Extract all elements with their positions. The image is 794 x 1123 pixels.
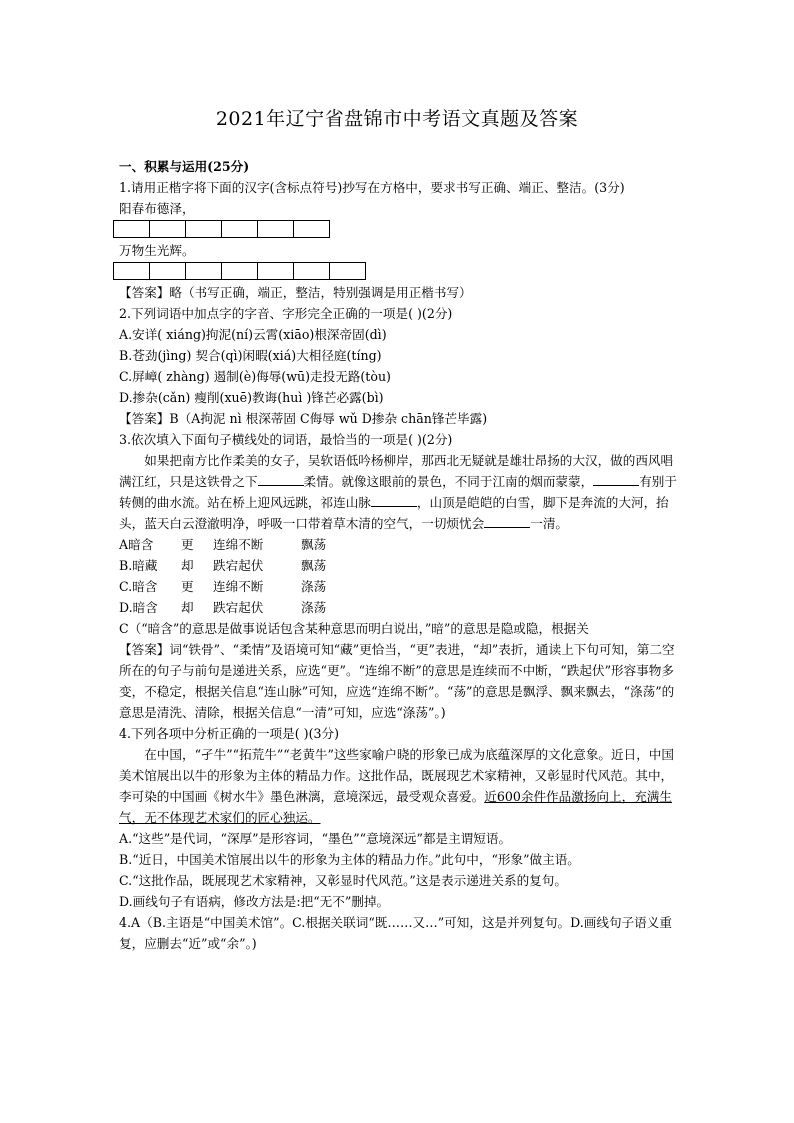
q4-option-c: C.“这批作品，既展现艺术家精神，又彰显时代风范。”这是表示递进关系的复句。: [119, 873, 567, 888]
option-word-2: 连绵不断: [213, 537, 264, 552]
q3-option-a: [119, 534, 679, 555]
q4-passage: [119, 744, 679, 828]
writing-grid-2[interactable]: [113, 262, 679, 280]
option-word-1: 却: [181, 600, 194, 615]
q3-option-b: [119, 555, 679, 576]
grid-cell[interactable]: [293, 262, 330, 280]
q3-passage-part: 有别于转侧的曲水流。站在桥上迎风远跳，祁连山脉: [119, 474, 677, 510]
q1-line2: 万物生光辉。: [119, 243, 195, 258]
grid-cell[interactable]: [329, 262, 366, 280]
option-word-3: 飘荡: [301, 537, 327, 552]
option-word-3: 飘荡: [301, 558, 327, 573]
q4-passage-text: 在中国，“孑牛”“拓荒牛”“老黄牛”这些家喻户晓的形象已成为底蕴深厚的文化意象。近日，中国美术馆展出以牛的形象为主体的精品力作。这批作品，既展现艺术家精神，又彰显时代风范。其中，李可染的中国画《树水牛》墨色淋漓，意境深远，最受观众喜爱。: [119, 747, 674, 804]
grid-cell[interactable]: [185, 262, 222, 280]
q3-option-d: [119, 597, 679, 618]
q4-option-b: B.“近日，中国美术馆展出以牛的形象为主体的精品力作。”此句中，“形象”做主语。: [119, 852, 580, 867]
grid-cell[interactable]: [257, 220, 294, 238]
q2-stem: 2.下列词语中加点字的字音、字形完全正确的一项是( )(2分): [119, 306, 453, 321]
option-label: B.暗藏: [119, 558, 158, 573]
q1-stem: 1.请用正楷字将下面的汉字(含标点符号)抄写在方格中，要求书写正确、端正、整洁。(3分): [119, 180, 625, 195]
fill-blank: [371, 494, 417, 507]
q3-stem: 3.依次填入下面句子横线处的词语，最恰当的一项是( )(2分): [119, 432, 453, 447]
writing-grid-1[interactable]: [113, 220, 679, 238]
page-title: 2021年辽宁省盘锦市中考语文真题及答案: [215, 108, 579, 130]
q1-line1: 阳春布德泽，: [119, 201, 195, 216]
q3-answer-line2: 【答案】词“铁骨”、“柔情”及语境可知“藏”更恰当，“更”表进，“却”表折，通读上下句可知，第二空所在的句子与前句是递进关系，应选“更”。“连绵不断”的意思是连续而不中断，“跌起伏”形容事物多变，不稳定，根据关信息“连山脉”可知，应选“连绵不断”。“荡”的意思是飘浮、飘来飘去，“涤荡”的意思是清洗、清除，根据关信息“一清”可知，应选“涤荡”。): [119, 642, 675, 720]
option-word-2: 跌宕起伏: [213, 600, 264, 615]
q3-answer-line1: C（“暗含”的意思是做事说话包含某种意思而明白说出，”暗”的意思是隐或隐，根据关: [119, 621, 589, 636]
grid-cell[interactable]: [257, 262, 294, 280]
grid-cell[interactable]: [185, 220, 222, 238]
option-word-1: 却: [181, 558, 194, 573]
q2-option-b: B.苍劲(jìng) 契合(qì)闲暇(xiá)大相径庭(tíng): [119, 348, 382, 363]
option-word-2: 跌宕起伏: [213, 558, 264, 573]
q4-answer: 4.A（B.主语是“中国美术馆”。C.根据关联词“既……又…”可知，这是并列复句。D.画线句子语义重复，应删去“近”或“余”。): [119, 915, 672, 951]
q3-passage-part: 如果把南方比作柔美的女子，吴软语低吟杨柳岸，那西北无疑就是雄壮昂扬的大汉，做的西风唱满江红，只是这铁骨之下: [119, 453, 674, 489]
grid-cell[interactable]: [113, 262, 150, 280]
q4-option-d: D.画线句子有语病，修改方法是:把“无不”删掉。: [119, 894, 390, 909]
q3-passage-part: ，山顶是皑皑的白雪，脚下是奔流的大河，抬头，蓝天白云澄澈明净，呼吸一口带着草木清的空气，一切烦忧会: [119, 495, 669, 531]
fill-blank: [258, 473, 304, 486]
option-label: C.暗含: [119, 579, 158, 594]
option-word-1: 更: [181, 579, 194, 594]
grid-cell[interactable]: [113, 220, 150, 238]
option-label: D.暗含: [119, 600, 158, 615]
grid-cell[interactable]: [149, 220, 186, 238]
document-body: [119, 156, 679, 954]
grid-cell[interactable]: [221, 262, 258, 280]
q3-passage: [119, 450, 679, 534]
q4-stem: 4.下列各项中分析正确的一项是( )(3分): [119, 726, 339, 741]
option-word-1: 更: [181, 537, 194, 552]
q2-option-a: A.安详( xiáng)拘泥(ní)云霄(xiāo)根深帝固(dì): [119, 327, 387, 342]
grid-cell[interactable]: [293, 220, 330, 238]
option-word-2: 连绵不断: [213, 579, 264, 594]
option-label: A暗含: [119, 537, 154, 552]
q3-passage-part: 一清。: [530, 516, 568, 531]
q3-passage-part: 柔情。就像这眼前的景色，不同于江南的烟而蒙蒙，: [303, 474, 594, 489]
option-word-3: 涤荡: [301, 600, 327, 615]
fill-blank: [593, 473, 639, 486]
q2-option-c: C.屏嶂( zhàng) 遏制(è)侮辱(wū)走投无路(tòu): [119, 369, 391, 384]
grid-cell[interactable]: [221, 220, 258, 238]
q2-answer: 【答案】B（A拘泥 nì 根深蒂固 C侮辱 wǔ D掺杂 chān锋芒毕露): [119, 411, 488, 426]
option-word-3: 涤荡: [301, 579, 327, 594]
q3-option-c: [119, 576, 679, 597]
q4-underlined-sentence: 近600余件作品激扬向上，充满生气，无不体现艺术家们的匠心独运。: [119, 789, 672, 825]
grid-cell[interactable]: [149, 262, 186, 280]
q1-answer: 【答案】略（书写正确，端正，整洁，特别强调是用正楷书写）: [119, 285, 472, 300]
q2-option-d: D.掺杂(cǎn) 瘦削(xuē)教诲(huì )锋芒必露(bì): [119, 390, 384, 405]
section-heading: 一、积累与运用(25分): [119, 159, 250, 174]
fill-blank: [484, 515, 530, 528]
q4-option-a: A.“这些”是代词，“深厚”是形容词，“墨色”“意境深远”都是主谓短语。: [119, 831, 512, 846]
